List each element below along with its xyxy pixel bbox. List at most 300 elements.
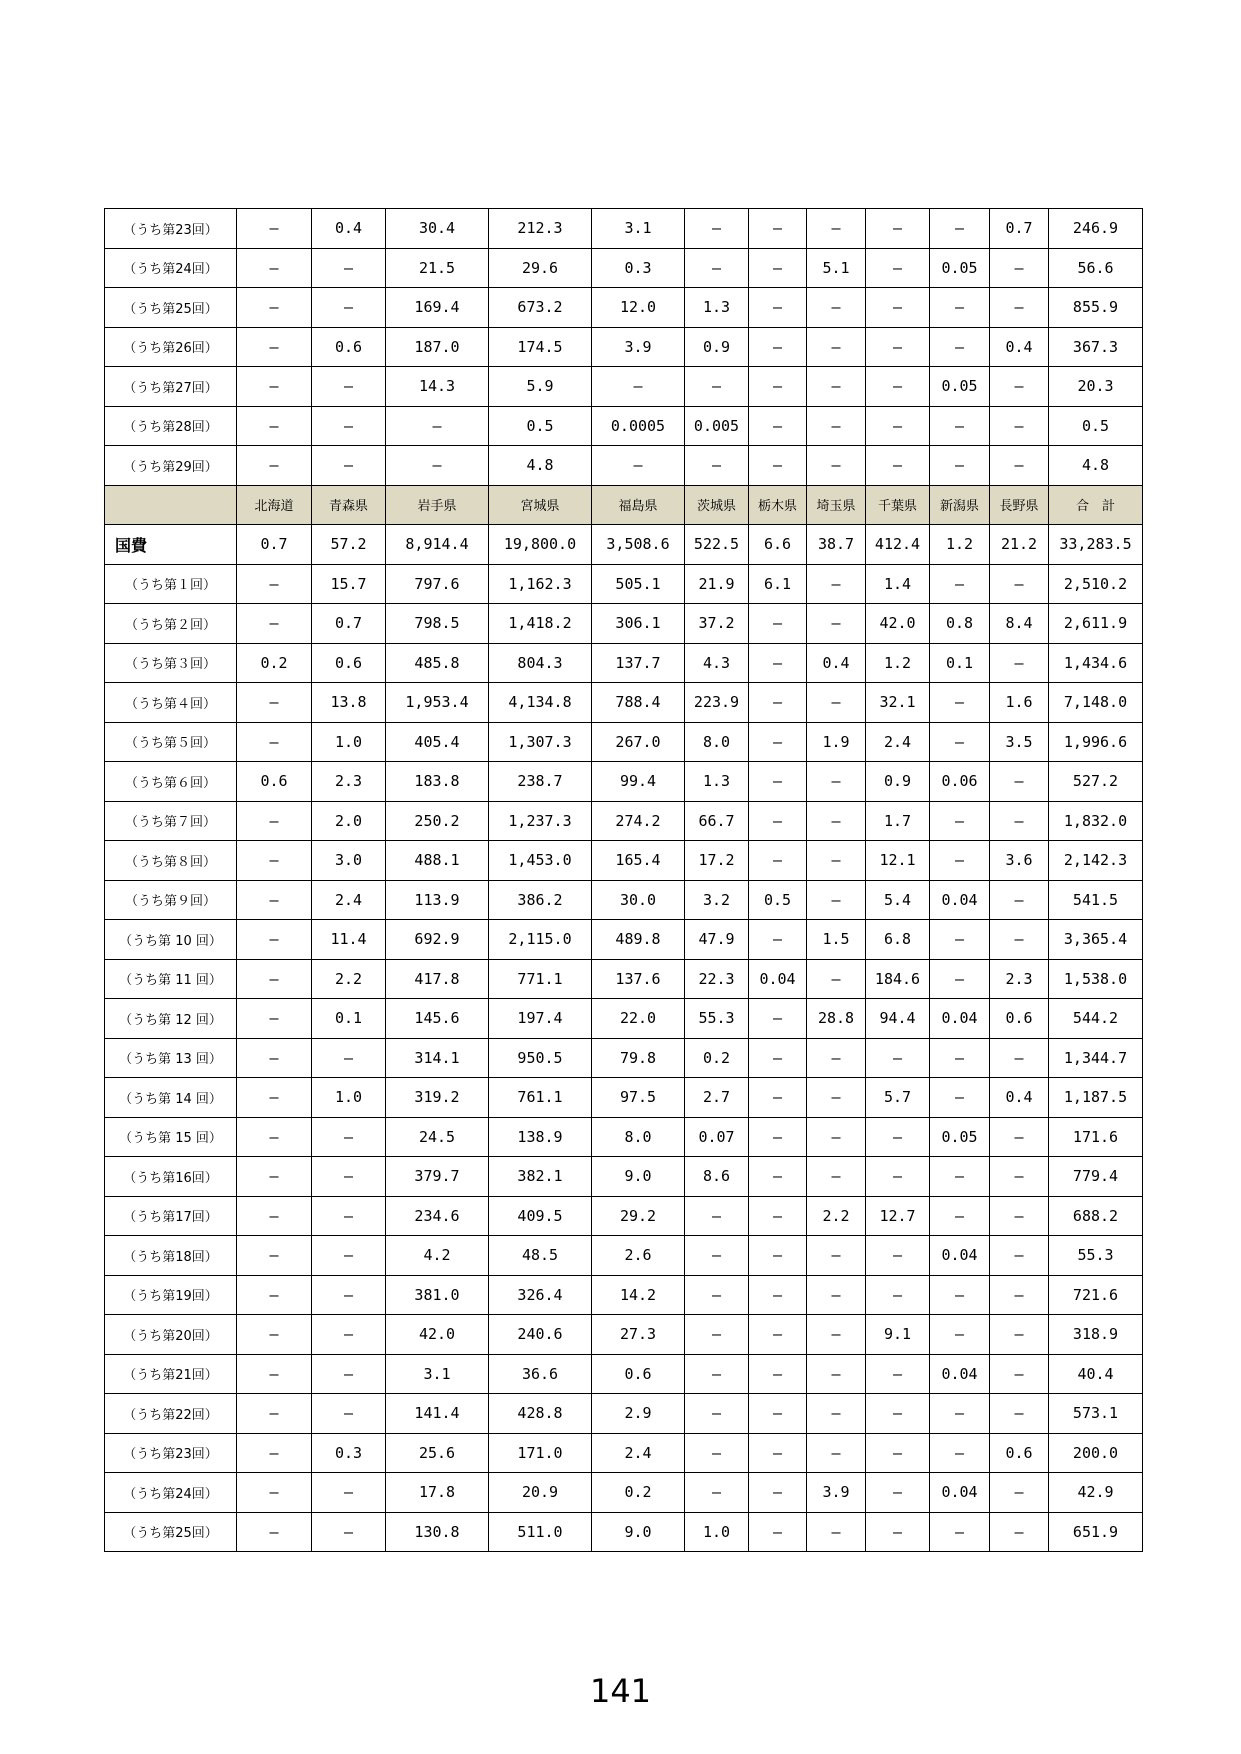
table-cell: 0.2: [592, 1473, 685, 1513]
table-cell: 北海道: [237, 485, 312, 525]
table-cell: 0.3: [592, 248, 685, 288]
table-cell: 17.2: [685, 841, 749, 881]
table-cell: 1.5: [807, 920, 866, 960]
table-cell: —: [866, 367, 930, 407]
row-label: （うち第 12 回）: [105, 999, 237, 1039]
table-cell: 137.7: [592, 643, 685, 683]
table-cell: 30.0: [592, 880, 685, 920]
table-cell: —: [866, 1038, 930, 1078]
table-cell: —: [807, 1275, 866, 1315]
table-cell: —: [930, 1315, 990, 1355]
table-cell: 0.2: [685, 1038, 749, 1078]
table-cell: —: [237, 1078, 312, 1118]
table-row: [105, 1433, 1143, 1473]
table-cell: —: [930, 722, 990, 762]
table-cell: 1.0: [312, 722, 386, 762]
row-label: （うち第 11 回）: [105, 959, 237, 999]
row-label: （うち第９回）: [105, 880, 237, 920]
table-cell: —: [807, 1157, 866, 1197]
table-cell: 511.0: [489, 1512, 592, 1552]
row-label: （うち第21回）: [105, 1354, 237, 1394]
table-cell: 9.1: [866, 1315, 930, 1355]
table-cell: 合 計: [1049, 485, 1143, 525]
table-cell: —: [807, 880, 866, 920]
table-cell: 0.1: [930, 643, 990, 683]
table-cell: —: [685, 209, 749, 249]
row-label: （うち第25回）: [105, 288, 237, 328]
table-cell: 2.4: [312, 880, 386, 920]
table-cell: 405.4: [386, 722, 489, 762]
row-label: （うち第25回）: [105, 1512, 237, 1552]
table-cell: —: [237, 1236, 312, 1276]
table-cell: 2.4: [592, 1433, 685, 1473]
table-cell: 306.1: [592, 604, 685, 644]
table-row: [105, 722, 1143, 762]
table-cell: —: [592, 446, 685, 486]
table-cell: 0.07: [685, 1117, 749, 1157]
table-cell: —: [685, 248, 749, 288]
table-cell: 22.3: [685, 959, 749, 999]
table-cell: —: [930, 288, 990, 328]
table-cell: —: [990, 1394, 1049, 1434]
table-row: [105, 801, 1143, 841]
table-cell: 24.5: [386, 1117, 489, 1157]
table-cell: 0.5: [489, 406, 592, 446]
table-cell: 3.9: [807, 1473, 866, 1513]
table-cell: —: [807, 762, 866, 802]
table-cell: 761.1: [489, 1078, 592, 1118]
table-cell: —: [237, 288, 312, 328]
table-cell: 804.3: [489, 643, 592, 683]
table-cell: 1.7: [866, 801, 930, 841]
table-cell: —: [866, 1275, 930, 1315]
table-cell: 3.6: [990, 841, 1049, 881]
table-cell: 0.06: [930, 762, 990, 802]
table-cell: 183.8: [386, 762, 489, 802]
table-row: [105, 999, 1143, 1039]
table-row: [105, 446, 1143, 486]
table-cell: —: [930, 1078, 990, 1118]
table-cell: 0.7: [312, 604, 386, 644]
table-cell: 2,115.0: [489, 920, 592, 960]
table-cell: —: [685, 446, 749, 486]
table-cell: 721.6: [1049, 1275, 1143, 1315]
table-cell: 165.4: [592, 841, 685, 881]
row-label: （うち第５回）: [105, 722, 237, 762]
table-cell: —: [930, 1157, 990, 1197]
table-cell: 0.04: [930, 880, 990, 920]
table-row: [105, 1512, 1143, 1552]
table-cell: 長野県: [990, 485, 1049, 525]
table-cell: —: [685, 367, 749, 407]
table-cell: 0.6: [237, 762, 312, 802]
table-cell: 319.2: [386, 1078, 489, 1118]
table-cell: —: [990, 1512, 1049, 1552]
table-cell: —: [807, 801, 866, 841]
table-row: [105, 959, 1143, 999]
row-label: （うち第 15 回）: [105, 1117, 237, 1157]
table-cell: —: [990, 1275, 1049, 1315]
table-cell: —: [749, 1078, 807, 1118]
table-cell: —: [807, 367, 866, 407]
table-cell: 417.8: [386, 959, 489, 999]
table-cell: 1,418.2: [489, 604, 592, 644]
table-cell: 4.8: [489, 446, 592, 486]
table-cell: —: [749, 1473, 807, 1513]
table-cell: —: [685, 1196, 749, 1236]
table-cell: 2.3: [990, 959, 1049, 999]
table-cell: 240.6: [489, 1315, 592, 1355]
table-row: [105, 880, 1143, 920]
table-cell: —: [807, 1354, 866, 1394]
table-cell: 1.3: [685, 288, 749, 328]
table-cell: —: [866, 1433, 930, 1473]
table-cell: —: [237, 999, 312, 1039]
table-cell: —: [930, 920, 990, 960]
table-cell: 14.3: [386, 367, 489, 407]
table-cell: —: [237, 920, 312, 960]
table-cell: 42.0: [386, 1315, 489, 1355]
table-cell: 茨城県: [685, 485, 749, 525]
table-cell: 8.4: [990, 604, 1049, 644]
table-row: [105, 1038, 1143, 1078]
table-cell: —: [749, 1354, 807, 1394]
table-cell: 212.3: [489, 209, 592, 249]
table-cell: 2,611.9: [1049, 604, 1143, 644]
table-cell: —: [312, 1236, 386, 1276]
table-cell: —: [237, 1275, 312, 1315]
table-cell: 779.4: [1049, 1157, 1143, 1197]
table-cell: —: [237, 327, 312, 367]
table-cell: —: [807, 1433, 866, 1473]
table-cell: —: [685, 1433, 749, 1473]
table-cell: 489.8: [592, 920, 685, 960]
table-cell: 33,283.5: [1049, 525, 1143, 565]
table-cell: 5.1: [807, 248, 866, 288]
table-row: [105, 248, 1143, 288]
table-cell: 3,365.4: [1049, 920, 1143, 960]
table-cell: —: [807, 959, 866, 999]
table-cell: —: [237, 1433, 312, 1473]
row-label: （うち第 13 回）: [105, 1038, 237, 1078]
table-cell: —: [685, 1354, 749, 1394]
row-label: （うち第４回）: [105, 683, 237, 723]
table-cell: —: [312, 1394, 386, 1434]
table-cell: —: [930, 959, 990, 999]
table-cell: —: [237, 801, 312, 841]
table-cell: 485.8: [386, 643, 489, 683]
table-cell: 79.8: [592, 1038, 685, 1078]
table-cell: 246.9: [1049, 209, 1143, 249]
table-cell: —: [990, 880, 1049, 920]
table-cell: —: [866, 406, 930, 446]
table-cell: —: [749, 683, 807, 723]
table-cell: 0.04: [930, 1473, 990, 1513]
row-label: （うち第６回）: [105, 762, 237, 802]
table-cell: 30.4: [386, 209, 489, 249]
table-cell: 55.3: [1049, 1236, 1143, 1276]
table-cell: 12.1: [866, 841, 930, 881]
table-cell: —: [807, 683, 866, 723]
table-cell: —: [749, 1196, 807, 1236]
table-cell: 0.8: [930, 604, 990, 644]
table-cell: 48.5: [489, 1236, 592, 1276]
table-cell: 950.5: [489, 1038, 592, 1078]
table-cell: —: [807, 288, 866, 328]
table-cell: —: [807, 1512, 866, 1552]
table-row: [105, 1354, 1143, 1394]
table-cell: 1.9: [807, 722, 866, 762]
table-cell: —: [312, 248, 386, 288]
table-cell: —: [749, 762, 807, 802]
table-cell: 5.7: [866, 1078, 930, 1118]
table-cell: 274.2: [592, 801, 685, 841]
table-cell: —: [749, 643, 807, 683]
row-label: （うち第28回）: [105, 406, 237, 446]
table-cell: 1,162.3: [489, 564, 592, 604]
table-cell: —: [237, 1157, 312, 1197]
table-cell: 1.0: [312, 1078, 386, 1118]
table-cell: —: [749, 1236, 807, 1276]
table-cell: —: [807, 1117, 866, 1157]
table-cell: —: [866, 1157, 930, 1197]
table-cell: 56.6: [1049, 248, 1143, 288]
table-cell: 382.1: [489, 1157, 592, 1197]
table-cell: —: [237, 722, 312, 762]
table-cell: —: [749, 406, 807, 446]
table-cell: 174.5: [489, 327, 592, 367]
table-cell: 8.0: [592, 1117, 685, 1157]
table-cell: 2.4: [866, 722, 930, 762]
table-cell: —: [866, 446, 930, 486]
table-cell: 314.1: [386, 1038, 489, 1078]
table-cell: 0.4: [807, 643, 866, 683]
table-cell: 8,914.4: [386, 525, 489, 565]
table-cell: —: [866, 1512, 930, 1552]
table-cell: —: [930, 406, 990, 446]
table-cell: 8.0: [685, 722, 749, 762]
table-cell: 3.5: [990, 722, 1049, 762]
table-cell: —: [749, 801, 807, 841]
table-cell: —: [807, 564, 866, 604]
table-cell: —: [990, 1196, 1049, 1236]
table-cell: —: [930, 1038, 990, 1078]
table-row: [105, 406, 1143, 446]
table-cell: 1.2: [866, 643, 930, 683]
table-cell: 412.4: [866, 525, 930, 565]
table-cell: 0.9: [866, 762, 930, 802]
table-row: [105, 604, 1143, 644]
table-cell: —: [990, 367, 1049, 407]
table-cell: 3.1: [386, 1354, 489, 1394]
table-cell: 0.04: [930, 1236, 990, 1276]
table-cell: 187.0: [386, 327, 489, 367]
table-cell: —: [866, 1236, 930, 1276]
table-cell: 0.3: [312, 1433, 386, 1473]
table-cell: 21.9: [685, 564, 749, 604]
table-cell: 141.4: [386, 1394, 489, 1434]
table-cell: 771.1: [489, 959, 592, 999]
row-label: [105, 485, 237, 525]
table-cell: —: [237, 1512, 312, 1552]
table-cell: 855.9: [1049, 288, 1143, 328]
table-cell: 234.6: [386, 1196, 489, 1236]
table-cell: 19,800.0: [489, 525, 592, 565]
table-cell: 379.7: [386, 1157, 489, 1197]
row-label: （うち第20回）: [105, 1315, 237, 1355]
table-cell: —: [807, 1236, 866, 1276]
table-cell: 541.5: [1049, 880, 1143, 920]
page-number: 141: [589, 1672, 652, 1710]
table-cell: —: [749, 1117, 807, 1157]
table-cell: —: [685, 1315, 749, 1355]
total-row: [105, 525, 1143, 565]
table-cell: —: [386, 406, 489, 446]
table-cell: —: [749, 1275, 807, 1315]
table-cell: —: [237, 367, 312, 407]
table-cell: —: [930, 841, 990, 881]
table-cell: —: [807, 841, 866, 881]
table-cell: 47.9: [685, 920, 749, 960]
table-cell: 527.2: [1049, 762, 1143, 802]
table-cell: 223.9: [685, 683, 749, 723]
table-cell: 3.9: [592, 327, 685, 367]
table-cell: 38.7: [807, 525, 866, 565]
table-cell: 4.3: [685, 643, 749, 683]
table-cell: —: [237, 248, 312, 288]
table-cell: 7,148.0: [1049, 683, 1143, 723]
table-cell: —: [930, 446, 990, 486]
table-cell: 4,134.8: [489, 683, 592, 723]
table-cell: 2.7: [685, 1078, 749, 1118]
table-cell: 1,832.0: [1049, 801, 1143, 841]
table-cell: 2.2: [807, 1196, 866, 1236]
table-cell: 367.3: [1049, 327, 1143, 367]
table-cell: —: [990, 406, 1049, 446]
table-cell: 17.8: [386, 1473, 489, 1513]
table-cell: 宮城県: [489, 485, 592, 525]
table-cell: —: [866, 248, 930, 288]
table-cell: —: [866, 209, 930, 249]
table-cell: —: [749, 446, 807, 486]
table-cell: 97.5: [592, 1078, 685, 1118]
table-cell: 9.0: [592, 1512, 685, 1552]
table-cell: 688.2: [1049, 1196, 1143, 1236]
table-cell: —: [237, 604, 312, 644]
table-cell: —: [749, 1512, 807, 1552]
table-row: [105, 288, 1143, 328]
table-cell: —: [749, 841, 807, 881]
table-row: [105, 367, 1143, 407]
table-cell: —: [990, 1473, 1049, 1513]
table-cell: 27.3: [592, 1315, 685, 1355]
table-cell: —: [807, 604, 866, 644]
table-cell: 0.1: [312, 999, 386, 1039]
table-cell: 13.8: [312, 683, 386, 723]
table-cell: 0.4: [990, 327, 1049, 367]
table-cell: —: [807, 1038, 866, 1078]
table-cell: —: [237, 841, 312, 881]
table-row: [105, 1117, 1143, 1157]
table-cell: 0.6: [312, 327, 386, 367]
table-cell: 42.0: [866, 604, 930, 644]
table-cell: 1.3: [685, 762, 749, 802]
row-label: （うち第22回）: [105, 1394, 237, 1434]
table-cell: 3,508.6: [592, 525, 685, 565]
table-cell: 0.0005: [592, 406, 685, 446]
table-cell: 3.0: [312, 841, 386, 881]
row-label: （うち第16回）: [105, 1157, 237, 1197]
table-cell: —: [312, 1315, 386, 1355]
table-cell: 0.6: [990, 999, 1049, 1039]
table-cell: 29.2: [592, 1196, 685, 1236]
table-cell: 20.9: [489, 1473, 592, 1513]
table-cell: —: [386, 446, 489, 486]
row-label: （うち第１回）: [105, 564, 237, 604]
table-cell: 0.7: [990, 209, 1049, 249]
table-cell: 1.2: [930, 525, 990, 565]
table-cell: —: [866, 288, 930, 328]
table-cell: 573.1: [1049, 1394, 1143, 1434]
table-cell: 2,142.3: [1049, 841, 1143, 881]
table-cell: 新潟県: [930, 485, 990, 525]
table-cell: —: [866, 327, 930, 367]
table-cell: —: [749, 1315, 807, 1355]
table-row: [105, 643, 1143, 683]
header-row: [105, 485, 1143, 525]
table-row: [105, 1473, 1143, 1513]
table-cell: 488.1: [386, 841, 489, 881]
table-cell: 522.5: [685, 525, 749, 565]
table-cell: 4.8: [1049, 446, 1143, 486]
table-cell: 6.1: [749, 564, 807, 604]
table-cell: —: [930, 327, 990, 367]
table-cell: —: [930, 1394, 990, 1434]
table-cell: —: [749, 999, 807, 1039]
table-cell: —: [749, 920, 807, 960]
table-cell: —: [592, 367, 685, 407]
table-cell: —: [807, 1315, 866, 1355]
table-cell: —: [807, 446, 866, 486]
table-cell: —: [990, 1236, 1049, 1276]
table-cell: 2.2: [312, 959, 386, 999]
table-row: [105, 1315, 1143, 1355]
table-cell: 66.7: [685, 801, 749, 841]
table-cell: 25.6: [386, 1433, 489, 1473]
table-cell: 岩手県: [386, 485, 489, 525]
table-row: [105, 920, 1143, 960]
table-cell: 0.04: [930, 1354, 990, 1394]
table-cell: —: [312, 367, 386, 407]
table-cell: 12.7: [866, 1196, 930, 1236]
table-cell: —: [749, 1157, 807, 1197]
row-label: （うち第 14 回）: [105, 1078, 237, 1118]
table-cell: —: [749, 1433, 807, 1473]
table-row: [105, 683, 1143, 723]
table-cell: 6.6: [749, 525, 807, 565]
table-cell: —: [990, 1117, 1049, 1157]
table-cell: —: [312, 288, 386, 328]
prefecture-budget-table: [104, 208, 1143, 1552]
table-cell: 9.0: [592, 1157, 685, 1197]
table-cell: 99.4: [592, 762, 685, 802]
table-cell: —: [930, 1275, 990, 1315]
table-cell: —: [930, 801, 990, 841]
table-cell: —: [807, 406, 866, 446]
table-cell: 36.6: [489, 1354, 592, 1394]
table-cell: 113.9: [386, 880, 489, 920]
table-cell: 12.0: [592, 288, 685, 328]
